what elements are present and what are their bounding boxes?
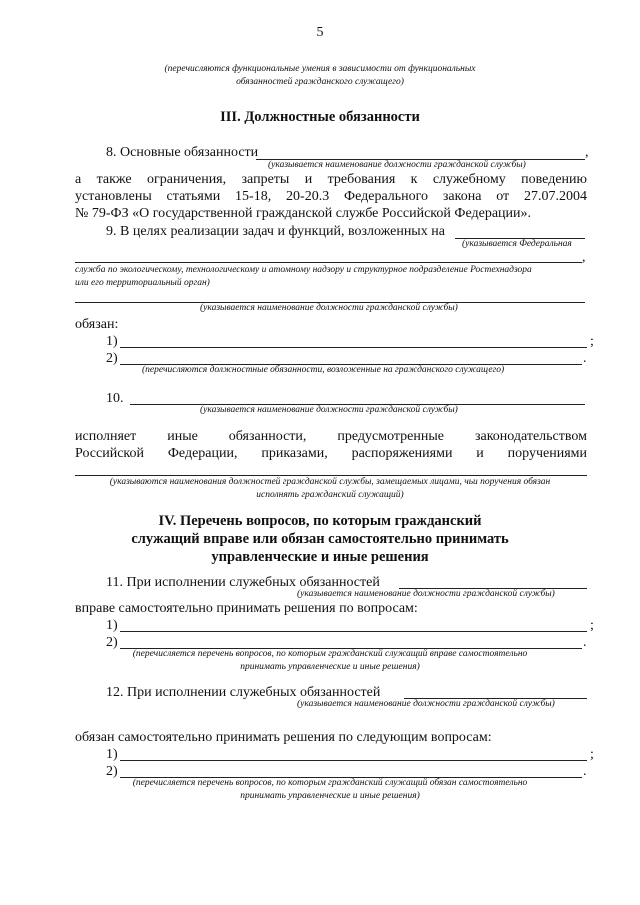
item-8-text-line-2: установлены статьями 15-18, 20-20.3 Федерального закона от 27.07.2004 xyxy=(75,189,587,204)
item-10-caption: (указывается наименование должности гражданской службы) xyxy=(200,405,458,415)
item-9-blank-2[interactable] xyxy=(75,262,582,263)
item-12-label: 12. При исполнении служебных обязанностей xyxy=(106,685,381,700)
question-12-1-blank[interactable] xyxy=(120,760,587,761)
item-11-items-caption-line-1: (перечисляется перечень вопросов, по которым гражданский служащий вправе самостоятельно xyxy=(132,649,528,659)
duty-1-blank[interactable] xyxy=(120,347,587,348)
duties-caption: (перечисляются должностные обязанности, возложенные на гражданского служащего) xyxy=(142,365,505,375)
item-9-comma: , xyxy=(582,250,586,265)
item-10-text-line-1: исполняет иные обязанности, предусмотренные законодательством xyxy=(75,429,587,444)
item-12-items-caption-line-2: принимать управленческие и иные решения) xyxy=(240,791,420,801)
item-11-caption: (указывается наименование должности гражданской службы) xyxy=(297,589,555,599)
duty-1-trail: ; xyxy=(590,334,594,349)
page-number: 5 xyxy=(316,25,324,40)
question-11-2-trail: . xyxy=(583,635,587,650)
item-9-position-caption: (указывается наименование должности гражданской службы) xyxy=(200,303,458,313)
item-9-label: 9. В целях реализации задач и функций, возложенных на xyxy=(106,224,445,239)
section-4-title-line-3: управленческие и иные решения xyxy=(211,549,429,565)
item-11-label: 11. При исполнении служебных обязанностей xyxy=(106,575,380,590)
question-12-1-number: 1) xyxy=(106,747,118,762)
question-11-2-number: 2) xyxy=(106,635,118,650)
header-caption-line-2: обязанностей гражданского служащего) xyxy=(236,77,404,87)
item-10-caption-line-2: исполнять гражданский служащий) xyxy=(256,490,404,500)
duty-2-trail: . xyxy=(583,351,587,366)
item-10-caption-line-1: (указываются наименования должностей гражданской службы, замещаемых лицами, чьи поручения обязан xyxy=(109,477,551,487)
item-9-caption-line-2: или его территориальный орган) xyxy=(75,278,210,288)
question-12-2-trail: . xyxy=(583,764,587,779)
question-11-1-blank[interactable] xyxy=(120,631,587,632)
item-12-text: обязан самостоятельно принимать решения по следующим вопросам: xyxy=(75,730,492,745)
question-11-1-trail: ; xyxy=(590,618,594,633)
item-11-items-caption-line-2: принимать управленческие и иные решения) xyxy=(240,662,420,672)
item-10-text-line-2: Российской Федерации, приказами, распоряжениями и поручениями xyxy=(75,446,587,461)
duty-2-number: 2) xyxy=(106,351,118,366)
item-10-label: 10. xyxy=(106,391,124,406)
item-12-items-caption-line-1: (перечисляется перечень вопросов, по которым гражданский служащий обязан самостоятельно xyxy=(132,778,528,788)
item-9-caption-line-1: служба по экологическому, технологическому и атомному надзору и структурное подразделение Ростехнадзора xyxy=(75,265,532,275)
section-3-title: III. Должностные обязанности xyxy=(220,109,420,125)
item-8-label: 8. Основные обязанности xyxy=(106,145,259,160)
section-4-title-line-2: служащий вправе или обязан самостоятельно принимать xyxy=(131,531,509,547)
obliged-label: обязан: xyxy=(75,317,119,332)
duty-1-number: 1) xyxy=(106,334,118,349)
item-8-text-line-1: а также ограничения, запреты и требования к служебному поведению xyxy=(75,172,587,187)
question-12-2-number: 2) xyxy=(106,764,118,779)
question-11-1-number: 1) xyxy=(106,618,118,633)
item-11-text: вправе самостоятельно принимать решения по вопросам: xyxy=(75,601,418,616)
question-12-1-trail: ; xyxy=(590,747,594,762)
item-8-caption: (указывается наименование должности гражданской службы) xyxy=(268,160,526,170)
item-8-text-line-3: № 79-ФЗ «О государственной гражданской службе Российской Федерации». xyxy=(75,206,532,221)
item-12-caption: (указывается наименование должности гражданской службы) xyxy=(297,699,555,709)
header-caption-line-1: (перечисляются функциональные умения в зависимости от функциональных xyxy=(164,64,476,74)
item-9-caption-right: (указывается Федеральная xyxy=(462,239,572,249)
item-10-orders-blank[interactable] xyxy=(75,475,587,476)
section-4-title-line-1: IV. Перечень вопросов, по которым гражданский xyxy=(158,513,482,529)
item-8-comma: , xyxy=(585,145,589,160)
